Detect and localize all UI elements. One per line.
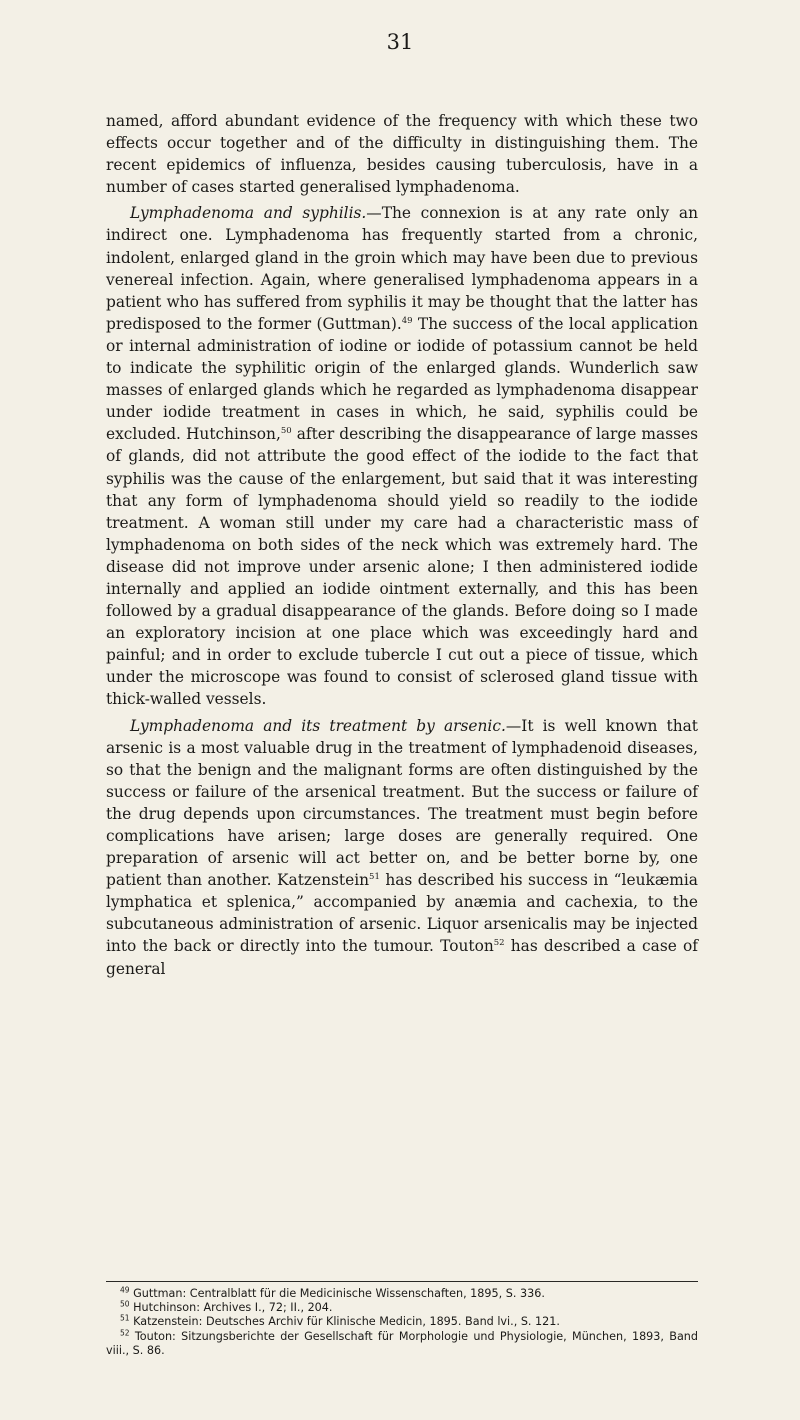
paragraph-text: The success of the local application or internal administration of iodine or iodide of potassium cannot be held to indicate the syphilitic origin of the enlarged glands. Wunderlich saw masses of enlarged glands which he regarded as lymphadenoma disappear under iodide treatment in cases in which, he said, syphilis could be excluded. Hutchinson,: [106, 314, 698, 444]
footnote-text: Katzenstein: Deutsches Archiv für Klinische Medicin, 1895. Band lvi., S. 121.: [129, 1315, 560, 1329]
paragraph-text: after describing the disappearance of large masses of glands, did not attribute the good effect of the iodide to the fact that syphilis was the cause of the enlargement, but said that it was interesting that any form of lymphadenoma should yield so readily to the iodide treatment. A woman still under my care had a characteristic mass of lymphadenoma on both sides of the neck which was extremely hard. The disease did not improve under arsenic alone; I then administered iodide internally and applied an iodide ointment externally, and this has been followed by a gradual disappearance of the glands. Before doing so I made an exploratory incision at one place which was exceedingly hard and painful; and in order to exclude tubercle I cut out a piece of tissue, which under the microscope was found to consist of sclerosed gland tissue with thick-walled vessels.: [106, 425, 698, 709]
paragraph-text: named, afford abundant evidence of the frequency with which these two effects occur together and of the difficulty in distinguishing them. The recent epidemics of influenza, besides causing tuberculosis, have in a number of cases started generalised lymphadenoma.: [106, 112, 698, 197]
footnote: [106, 1315, 698, 1329]
footnote-number: 49: [120, 1285, 130, 1295]
page-number: 31: [386, 30, 414, 54]
footnote-text: Touton: Sitzungsberichte der Gesellschaft für Morphologie und Physiologie, München, 1893, Band viii., S. 86.: [106, 1329, 698, 1357]
footnote: [106, 1287, 698, 1301]
section-heading: Lymphadenoma and its treatment by arsenic.: [130, 716, 506, 735]
footnote-ref: 49: [401, 315, 413, 326]
paragraph-arsenic: [106, 715, 698, 980]
footnote: [106, 1327, 698, 1358]
footnote-ref: 51: [369, 872, 380, 883]
paragraph-syphilis: [106, 202, 698, 710]
footnote-number: 51: [120, 1313, 130, 1323]
footnote-number: 52: [120, 1327, 130, 1337]
footnote-divider: [106, 1281, 698, 1282]
footnote-ref: 50: [280, 426, 292, 437]
section-heading: Lymphadenoma and syphilis.: [130, 204, 367, 223]
body-text: [106, 110, 698, 980]
paragraph-text: has described his success in “leukæmia lymphatica et splenica,” accompanied by anæmia and cachexia, to the subcutaneous administration of arsenic. Liquor arsenicalis may be injected into the back or directly into the tumour. Touton: [106, 871, 698, 956]
footnote-ref: 52: [493, 938, 505, 949]
footnotes: [106, 1287, 698, 1358]
footnote-text: Hutchinson: Archives I., 72; II., 204.: [129, 1301, 333, 1315]
footnote-text: Guttman: Centralblatt für die Medicinische Wissenschaften, 1895, S. 336.: [129, 1287, 545, 1300]
footnote-number: 50: [120, 1299, 130, 1309]
footnote: [106, 1301, 698, 1315]
paragraph-text: —It is well known that arsenic is a most valuable drug in the treatment of lymphadenoid diseases, so that the benign and the malignant forms are often distinguished by the success or failure of the arsenical treatment. But the success or failure of the drug depends upon circumstances. The treatment must begin before complications have arisen; large doses are generally required. One preparation of arsenic will act better on, and be better borne by, one patient than another. Katzenstein: [106, 716, 698, 890]
paragraph-text: —The connexion is at any rate only an indirect one. Lymphadenoma has frequently started from a chronic, indolent, enlarged gland in the groin which may have been due to previous venereal infection. Again, where generalised lymphadenoma appears in a patient who has suffered from syphilis it may be thought that the latter has predisposed to the former (Guttman).: [106, 204, 698, 333]
paragraph: [106, 110, 698, 198]
paragraph-text: has described a case of general: [106, 937, 698, 978]
